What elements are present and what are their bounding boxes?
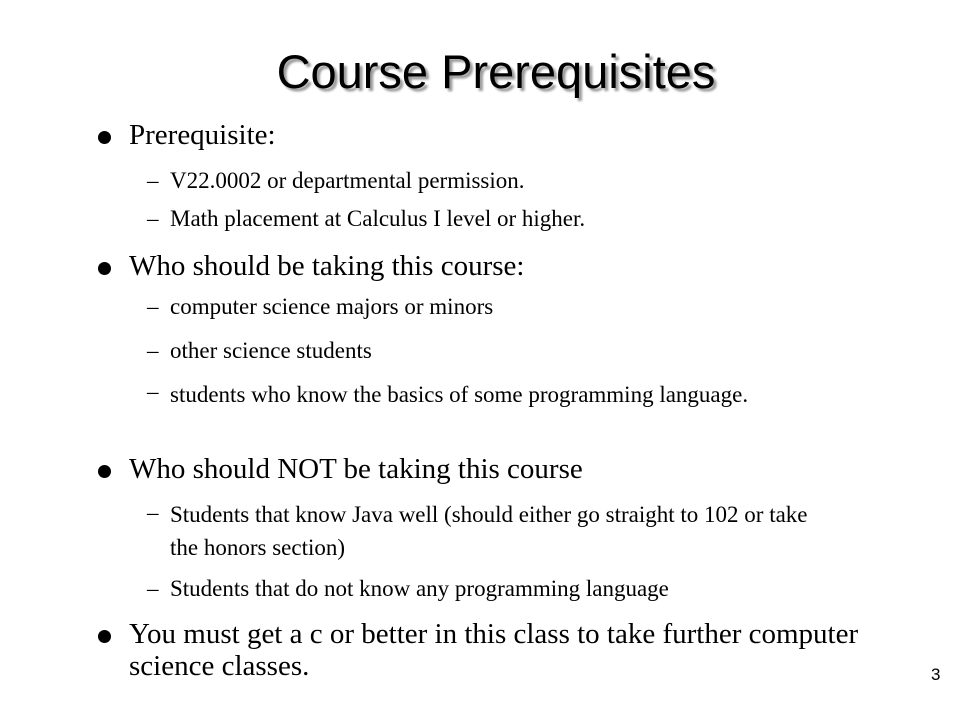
dash-marker: – (147, 576, 159, 601)
bullet-text: You must get a c or better in this class to take further computer science classes. (129, 618, 859, 682)
bullet-dot-icon (98, 465, 111, 478)
sub-item-text: Students that do not know any programming language (170, 576, 669, 601)
dash-marker: – (147, 168, 159, 193)
sub-item-text: other science students (170, 338, 372, 363)
bullet-dot-icon (98, 131, 111, 144)
bullet-text: Who should be taking this course: (129, 250, 525, 282)
page-number: 3 (931, 665, 941, 684)
bullet-text: Who should NOT be taking this course (129, 453, 583, 485)
sub-item-text: computer science majors or minors (170, 294, 494, 319)
dash-marker: – (147, 206, 159, 231)
dash-marker: – (147, 294, 159, 319)
sub-item-text: Students that know Java well (should either go straight to 102 or take the honors section) (170, 502, 808, 560)
dash-marker: – (147, 338, 159, 363)
bullet-dot-icon (98, 630, 111, 643)
dash-marker: – (147, 500, 159, 525)
dash-marker: – (147, 379, 159, 404)
bullet-dot-icon (98, 262, 111, 275)
sub-item-text: V22.0002 or departmental permission. (170, 168, 525, 193)
bullet-text: Prerequisite: (129, 119, 276, 151)
sub-item-text: Math placement at Calculus I level or higher. (170, 206, 586, 231)
slide-title: Course Prerequisites (276, 45, 716, 98)
sub-item-text: students who know the basics of some programming language. (170, 382, 749, 407)
